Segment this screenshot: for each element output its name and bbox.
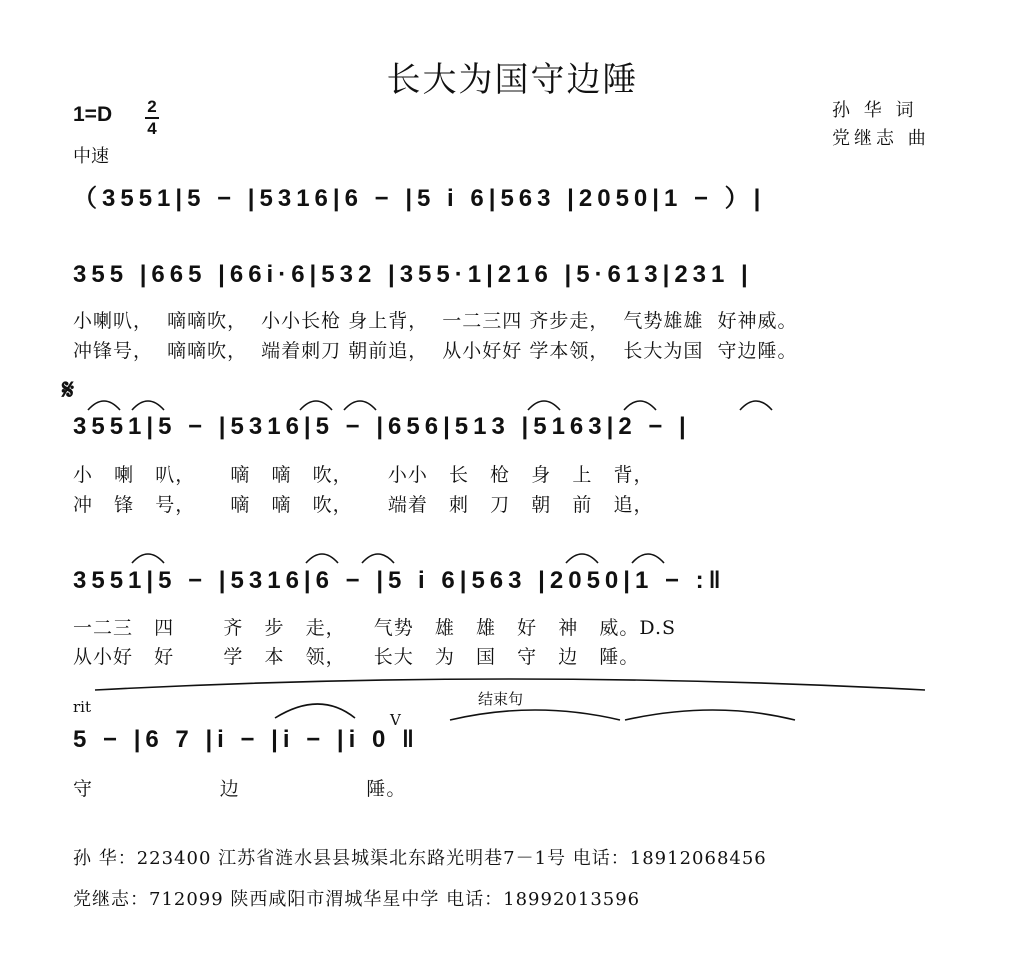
notation-line: 355 |665 |66i·6|532 |355·1|216 |5·613|231 | bbox=[73, 261, 753, 288]
notation-line: 3551|5 − |5316|6 − |5 i 6|563 |2050|1 − :‖ bbox=[73, 567, 726, 594]
lyric-line-2: 从小好 好 学 本 领， 长大 为 国 守 边 陲。 bbox=[73, 646, 640, 668]
tempo-marking: 中速 bbox=[73, 146, 109, 167]
contact-line-composer: 党继志：712099 陕西咸阳市渭城华星中学 电话：18992013596 bbox=[73, 889, 641, 910]
notation-line: 5 − |6 7 |i − |i − |i 0 ‖ bbox=[73, 726, 419, 753]
lyric-line-1: 一二三 四 齐 步 走， 气势 雄 雄 好 神 威。D.S bbox=[73, 617, 676, 639]
time-signature-bottom: 4 bbox=[147, 119, 157, 138]
lyricist-credit: 孙 华 词 bbox=[832, 100, 918, 121]
lyric-line-2: 冲锋号， 嘀嘀吹， 端着刺刀 朝前追， 从小好好 学本领， 长大为国 守边陲。 bbox=[73, 340, 798, 362]
lyric-line-1: 小 喇 叭， 嘀 嘀 吹， 小小 长 枪 身 上 背， bbox=[73, 464, 654, 486]
rit-marking: rit bbox=[73, 698, 91, 716]
notation-line: 3551|5 − |5316|5 − |656|513 |5163|2 − | bbox=[73, 413, 691, 440]
lyric-line-2: 冲 锋 号， 嘀 嘀 吹， 端着 刺 刀 朝 前 追， bbox=[73, 494, 654, 516]
ending-label: 结束句 bbox=[478, 690, 524, 708]
composer-credit: 党继志 曲 bbox=[832, 128, 930, 149]
lyric-line-1: 守 边 陲。 bbox=[73, 778, 407, 800]
notation-line: （3551|5 − |5316|6 − |5 i 6|563 |2050|1 − ）| bbox=[73, 184, 766, 212]
key-signature: 1=D bbox=[73, 103, 113, 126]
song-title: 长大为国守边陲 bbox=[386, 60, 639, 100]
time-signature-top: 2 bbox=[147, 97, 157, 116]
breath-mark: V bbox=[390, 711, 401, 729]
segno-sign: 𝄋 bbox=[62, 373, 75, 406]
contact-line-lyricist: 孙 华：223400 江苏省涟水县县城渠北东路光明巷7－1号 电话：18912068456 bbox=[73, 848, 767, 869]
lyric-line-1: 小喇叭， 嘀嘀吹， 小小长枪 身上背， 一二三四 齐步走， 气势雄雄 好神威。 bbox=[73, 310, 798, 332]
